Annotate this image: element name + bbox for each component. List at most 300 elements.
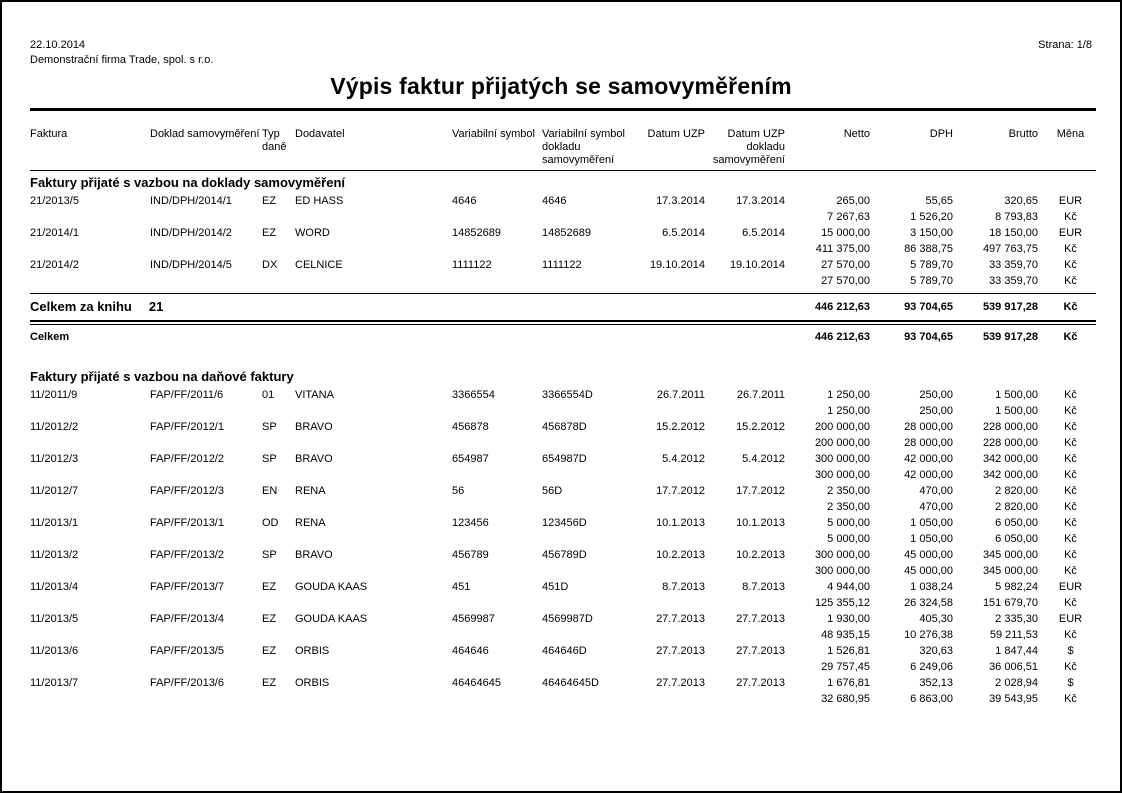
brutto-cell: 151 679,70 <box>982 597 1038 609</box>
datum-cell <box>632 435 712 451</box>
datum-cell <box>632 563 712 579</box>
datum-cell <box>632 691 712 707</box>
datum-cell <box>632 209 712 225</box>
vs-doklad-cell <box>542 659 632 675</box>
dph-cell: 26 324,58 <box>904 597 953 609</box>
faktura-cell: 11/2013/1 <box>30 517 79 529</box>
doklad-cell: FAP/FF/2012/2 <box>150 453 224 465</box>
datum-doklad-cell <box>712 273 792 289</box>
faktura-cell <box>30 659 150 675</box>
brutto-cell: 342 000,00 <box>982 469 1038 481</box>
dph-cell: 45 000,00 <box>904 549 953 561</box>
brutto-cell: 33 359,70 <box>989 275 1038 287</box>
typ-cell <box>262 241 295 257</box>
invoice-row <box>30 579 1096 595</box>
dph-cell: 320,63 <box>919 645 953 657</box>
vs-cell: 456789 <box>452 549 489 561</box>
netto-cell: 1 250,00 <box>827 405 870 417</box>
invoice-row-czk <box>30 273 1096 289</box>
invoice-row-czk <box>30 659 1096 675</box>
vs-cell <box>452 467 542 483</box>
datum-cell <box>632 273 712 289</box>
vs-cell <box>452 627 542 643</box>
datum-doklad-cell <box>712 659 792 675</box>
faktura-cell <box>30 627 150 643</box>
typ-cell: EZ <box>262 195 277 207</box>
datum-doklad-cell: 17.3.2014 <box>736 195 785 207</box>
col-header-datum-uzp: Datum UZP <box>632 111 712 171</box>
col-header-vs-dokladu: Variabilní symbol dokladu samovyměření <box>542 111 632 171</box>
mena-cell: Kč <box>1064 453 1077 465</box>
dodavatel-cell: WORD <box>295 227 330 239</box>
mena-grand-total-cell: Kč <box>1063 331 1078 343</box>
vs-doklad-cell <box>542 691 632 707</box>
doklad-cell <box>150 241 262 257</box>
dodavatel-cell: RENA <box>295 485 326 497</box>
mena-cell: Kč <box>1064 597 1077 609</box>
netto-cell: 27 570,00 <box>821 275 870 287</box>
vs-cell <box>452 241 542 257</box>
vs-doklad-cell: 46464645D <box>542 677 599 689</box>
vs-cell: 456878 <box>452 421 489 433</box>
invoice-row-czk <box>30 499 1096 515</box>
dph-cell: 3 150,00 <box>910 227 953 239</box>
netto-cell: 2 350,00 <box>827 501 870 513</box>
dph-cell: 5 789,70 <box>910 259 953 271</box>
faktura-cell <box>30 499 150 515</box>
typ-cell: SP <box>262 421 277 433</box>
doklad-cell: IND/DPH/2014/5 <box>150 259 232 271</box>
vs-cell <box>452 273 542 289</box>
col-header-vs: Variabilní symbol <box>452 111 542 171</box>
vs-cell <box>452 531 542 547</box>
netto-cell: 27 570,00 <box>821 259 870 271</box>
mena-cell: Kč <box>1064 389 1077 401</box>
mena-cell: EUR <box>1058 227 1083 239</box>
typ-cell <box>262 563 295 579</box>
typ-cell: EN <box>262 485 278 497</box>
section-heading-row <box>30 171 1096 194</box>
typ-cell: EZ <box>262 227 277 239</box>
netto-cell: 300 000,00 <box>814 469 870 481</box>
typ-cell: EZ <box>262 677 277 689</box>
doklad-cell <box>150 531 262 547</box>
faktura-cell: 21/2014/2 <box>30 259 79 271</box>
dodavatel-cell <box>295 595 452 611</box>
faktura-cell: 11/2013/7 <box>30 677 79 689</box>
report-title: Výpis faktur přijatých se samovyměřením <box>330 73 792 99</box>
dodavatel-cell <box>295 499 452 515</box>
brutto-cell: 8 793,83 <box>995 211 1038 223</box>
datum-cell: 26.7.2011 <box>656 389 705 401</box>
datum-doklad-cell: 10.2.2013 <box>736 549 785 561</box>
datum-doklad-cell <box>712 691 792 707</box>
typ-cell <box>262 691 295 707</box>
faktura-cell <box>30 241 150 257</box>
dph-cell: 1 526,20 <box>910 211 953 223</box>
dph-cell: 1 038,24 <box>910 581 953 593</box>
invoice-row <box>30 643 1096 659</box>
col-header-typ-dane: Typ daně <box>262 111 295 171</box>
dph-cell: 250,00 <box>919 405 953 417</box>
vs-doklad-cell: 123456D <box>542 517 587 529</box>
dph-cell: 470,00 <box>919 485 953 497</box>
dodavatel-cell <box>295 435 452 451</box>
dodavatel-cell: ORBIS <box>295 677 330 689</box>
page-number: Strana: 1/8 <box>1038 39 1092 51</box>
dph-cell: 10 276,38 <box>904 629 953 641</box>
vs-cell: 4646 <box>452 195 477 207</box>
book-total-row <box>30 293 1096 320</box>
netto-cell: 5 000,00 <box>827 533 870 545</box>
invoice-row <box>30 675 1096 691</box>
typ-cell <box>262 659 295 675</box>
doklad-cell <box>150 563 262 579</box>
datum-cell: 5.4.2012 <box>662 453 705 465</box>
netto-cell: 300 000,00 <box>814 565 870 577</box>
col-header-doklad: Doklad samovyměření <box>150 111 262 171</box>
mena-cell: $ <box>1067 677 1074 689</box>
dph-cell: 352,13 <box>919 677 953 689</box>
doklad-cell: FAP/FF/2011/6 <box>150 389 224 401</box>
faktura-cell: 11/2012/3 <box>30 453 79 465</box>
mena-cell: Kč <box>1064 693 1077 705</box>
brutto-cell: 2 335,30 <box>995 613 1038 625</box>
faktura-cell: 21/2014/1 <box>30 227 79 239</box>
dodavatel-cell <box>295 403 452 419</box>
dodavatel-cell: GOUDA KAAS <box>295 613 368 625</box>
datum-doklad-cell: 10.1.2013 <box>736 517 785 529</box>
datum-cell: 17.3.2014 <box>656 195 705 207</box>
doklad-cell: IND/DPH/2014/1 <box>150 195 232 207</box>
typ-cell <box>262 273 295 289</box>
datum-doklad-cell <box>712 435 792 451</box>
faktura-cell <box>30 563 150 579</box>
brutto-cell: 5 982,24 <box>995 581 1038 593</box>
netto-cell: 7 267,63 <box>827 211 870 223</box>
vs-cell: 46464645 <box>452 677 501 689</box>
vs-doklad-cell <box>542 595 632 611</box>
dodavatel-cell: RENA <box>295 517 326 529</box>
doklad-cell: FAP/FF/2013/1 <box>150 517 224 529</box>
vs-doklad-cell <box>542 435 632 451</box>
datum-cell: 15.2.2012 <box>656 421 705 433</box>
vs-doklad-cell: 1111122 <box>542 259 582 271</box>
typ-cell <box>262 467 295 483</box>
vs-doklad-cell: 456878D <box>542 421 587 433</box>
datum-cell <box>632 659 712 675</box>
datum-cell: 10.1.2013 <box>656 517 705 529</box>
dph-cell: 5 789,70 <box>910 275 953 287</box>
netto-cell: 29 757,45 <box>821 661 870 673</box>
col-header-dph: DPH <box>877 111 960 171</box>
typ-cell: SP <box>262 549 277 561</box>
datum-cell <box>632 499 712 515</box>
report-date: 22.10.2014 <box>30 39 86 51</box>
vs-cell: 123456 <box>452 517 489 529</box>
typ-cell: EZ <box>262 581 277 593</box>
vs-doklad-cell: 456789D <box>542 549 587 561</box>
dph-cell: 405,30 <box>919 613 953 625</box>
doklad-cell <box>150 627 262 643</box>
vs-cell: 14852689 <box>452 227 501 239</box>
col-header-netto: Netto <box>792 111 877 171</box>
datum-cell: 8.7.2013 <box>662 581 705 593</box>
brutto-cell: 36 006,51 <box>989 661 1038 673</box>
invoice-row <box>30 515 1096 531</box>
invoice-row <box>30 225 1096 241</box>
mena-book-total-cell: Kč <box>1045 293 1096 320</box>
section-heading-row <box>30 348 1096 387</box>
invoice-row-czk <box>30 563 1096 579</box>
netto-grand-total-cell: 446 212,63 <box>814 331 870 343</box>
faktura-cell <box>30 209 150 225</box>
table-body <box>30 171 1096 708</box>
datum-cell: 19.10.2014 <box>649 259 705 271</box>
dodavatel-cell <box>295 627 452 643</box>
typ-cell: EZ <box>262 613 277 625</box>
mena-cell: EUR <box>1058 581 1083 593</box>
invoice-row-czk <box>30 595 1096 611</box>
invoice-row <box>30 419 1096 435</box>
mena-cell: Kč <box>1064 275 1077 287</box>
dodavatel-cell: ORBIS <box>295 645 330 657</box>
mena-cell: Kč <box>1064 243 1077 255</box>
book-total-text: Celkem za knihu <box>30 299 132 315</box>
invoice-row-czk <box>30 435 1096 451</box>
company-name: Demonstrační firma Trade, spol. s r.o. <box>30 54 214 66</box>
doklad-cell: FAP/FF/2013/2 <box>150 549 224 561</box>
mena-cell: Kč <box>1064 517 1077 529</box>
typ-cell <box>262 531 295 547</box>
netto-cell: 1 250,00 <box>827 389 870 401</box>
invoice-row <box>30 483 1096 499</box>
mena-cell: Kč <box>1064 629 1077 641</box>
doklad-cell <box>150 595 262 611</box>
mena-cell: Kč <box>1064 533 1077 545</box>
vs-doklad-cell <box>542 241 632 257</box>
netto-cell: 4 944,00 <box>827 581 870 593</box>
brutto-cell: 228 000,00 <box>982 437 1038 449</box>
dodavatel-cell: ED HASS <box>295 195 344 207</box>
vs-doklad-cell: 451D <box>542 581 569 593</box>
dodavatel-cell: GOUDA KAAS <box>295 581 368 593</box>
faktura-cell: 11/2013/2 <box>30 549 79 561</box>
netto-cell: 300 000,00 <box>814 453 870 465</box>
dph-cell: 86 388,75 <box>904 243 953 255</box>
datum-doklad-cell: 19.10.2014 <box>729 259 785 271</box>
dph-cell: 250,00 <box>919 389 953 401</box>
section-heading-label: Faktury přijaté s vazbou na daňové faktury <box>30 369 294 384</box>
doklad-cell <box>150 209 262 225</box>
netto-cell: 200 000,00 <box>814 421 870 433</box>
netto-cell: 200 000,00 <box>814 437 870 449</box>
vs-cell: 451 <box>452 581 471 593</box>
doklad-cell <box>150 273 262 289</box>
dph-cell: 28 000,00 <box>904 437 953 449</box>
col-header-dodavatel: Dodavatel <box>295 111 452 171</box>
vs-cell <box>452 659 542 675</box>
netto-cell: 32 680,95 <box>821 693 870 705</box>
vs-cell: 1111122 <box>452 259 492 271</box>
datum-cell: 17.7.2012 <box>656 485 705 497</box>
netto-cell: 2 350,00 <box>827 485 870 497</box>
table-header <box>30 111 1096 171</box>
vs-doklad-cell: 654987D <box>542 453 587 465</box>
vs-cell <box>452 499 542 515</box>
brutto-cell: 497 763,75 <box>982 243 1038 255</box>
netto-cell: 48 935,15 <box>821 629 870 641</box>
brutto-cell: 342 000,00 <box>982 453 1038 465</box>
vs-cell <box>452 595 542 611</box>
dph-book-total-cell: 93 704,65 <box>877 293 960 320</box>
brutto-cell: 345 000,00 <box>982 565 1038 577</box>
mena-cell: Kč <box>1064 501 1077 513</box>
datum-doklad-cell: 6.5.2014 <box>742 227 785 239</box>
dodavatel-cell: BRAVO <box>295 421 333 433</box>
doklad-cell <box>150 435 262 451</box>
mena-cell: Kč <box>1064 565 1077 577</box>
section-heading-label: Faktury přijaté s vazbou na doklady samovyměření <box>30 175 346 190</box>
invoice-row <box>30 611 1096 627</box>
doklad-cell: FAP/FF/2012/1 <box>150 421 224 433</box>
grand-total-label: Celkem <box>30 331 70 343</box>
vs-cell <box>452 563 542 579</box>
invoice-row-czk <box>30 403 1096 419</box>
vs-doklad-cell <box>542 403 632 419</box>
datum-doklad-cell <box>712 467 792 483</box>
netto-cell: 300 000,00 <box>814 549 870 561</box>
typ-cell: 01 <box>262 389 275 401</box>
mena-cell: $ <box>1067 645 1074 657</box>
datum-doklad-cell <box>712 627 792 643</box>
doklad-cell <box>150 499 262 515</box>
brutto-cell: 345 000,00 <box>982 549 1038 561</box>
faktura-cell <box>30 467 150 483</box>
brutto-cell: 1 500,00 <box>995 405 1038 417</box>
faktura-cell <box>30 595 150 611</box>
doklad-cell <box>150 691 262 707</box>
invoice-row <box>30 387 1096 403</box>
datum-doklad-cell: 8.7.2013 <box>742 581 785 593</box>
book-total-label <box>30 293 792 320</box>
datum-doklad-cell: 5.4.2012 <box>742 453 785 465</box>
netto-cell: 5 000,00 <box>827 517 870 529</box>
typ-cell <box>262 499 295 515</box>
vs-doklad-cell <box>542 531 632 547</box>
datum-cell <box>632 627 712 643</box>
page-header <box>30 38 1092 68</box>
faktura-cell: 11/2012/7 <box>30 485 79 497</box>
netto-cell: 411 375,00 <box>815 243 870 255</box>
faktura-cell: 11/2013/6 <box>30 645 79 657</box>
datum-doklad-cell <box>712 563 792 579</box>
dodavatel-cell: BRAVO <box>295 549 333 561</box>
doklad-cell <box>150 467 262 483</box>
brutto-cell: 39 543,95 <box>989 693 1038 705</box>
vs-cell <box>452 691 542 707</box>
vs-cell: 4569987 <box>452 613 495 625</box>
typ-cell: EZ <box>262 645 277 657</box>
datum-doklad-cell <box>712 241 792 257</box>
datum-cell <box>632 467 712 483</box>
dodavatel-cell <box>295 563 452 579</box>
dph-cell: 28 000,00 <box>904 421 953 433</box>
header-left <box>30 38 213 68</box>
col-header-mena: Měna <box>1045 111 1096 171</box>
vs-doklad-cell <box>542 209 632 225</box>
dodavatel-cell: VITANA <box>295 389 334 401</box>
faktura-cell: 11/2011/9 <box>30 389 78 401</box>
datum-cell: 27.7.2013 <box>656 613 705 625</box>
doklad-cell: FAP/FF/2013/4 <box>150 613 224 625</box>
datum-doklad-cell: 17.7.2012 <box>736 485 785 497</box>
brutto-cell: 2 820,00 <box>995 501 1038 513</box>
col-header-brutto: Brutto <box>960 111 1045 171</box>
datum-doklad-cell <box>712 499 792 515</box>
vs-doklad-cell <box>542 499 632 515</box>
netto-book-total-cell: 446 212,63 <box>792 293 877 320</box>
vs-doklad-cell: 56D <box>542 485 563 497</box>
mena-cell: EUR <box>1058 195 1083 207</box>
datum-cell: 6.5.2014 <box>662 227 705 239</box>
brutto-cell: 2 028,94 <box>995 677 1038 689</box>
brutto-cell: 33 359,70 <box>989 259 1038 271</box>
datum-doklad-cell <box>712 531 792 547</box>
brutto-cell: 6 050,00 <box>995 533 1038 545</box>
datum-doklad-cell: 27.7.2013 <box>736 645 785 657</box>
dodavatel-cell: CELNICE <box>295 259 343 271</box>
mena-cell: Kč <box>1064 661 1077 673</box>
vs-doklad-cell <box>542 273 632 289</box>
vs-cell <box>452 435 542 451</box>
invoice-row-czk <box>30 467 1096 483</box>
vs-doklad-cell: 14852689 <box>542 227 591 239</box>
invoice-row-czk <box>30 627 1096 643</box>
faktura-cell <box>30 273 150 289</box>
dph-cell: 6 249,06 <box>910 661 953 673</box>
netto-cell: 15 000,00 <box>821 227 870 239</box>
brutto-grand-total-cell: 539 917,28 <box>982 331 1038 343</box>
netto-cell: 1 676,81 <box>827 677 870 689</box>
faktura-cell: 11/2012/2 <box>30 421 79 433</box>
typ-cell <box>262 435 295 451</box>
dodavatel-cell <box>295 209 452 225</box>
invoice-row <box>30 257 1096 273</box>
invoice-row <box>30 451 1096 467</box>
doklad-cell: IND/DPH/2014/2 <box>150 227 232 239</box>
brutto-cell: 320,65 <box>1004 195 1038 207</box>
mena-cell: Kč <box>1064 485 1077 497</box>
brutto-cell: 1 847,44 <box>995 645 1038 657</box>
datum-cell <box>632 531 712 547</box>
typ-cell: OD <box>262 517 279 529</box>
vs-doklad-cell <box>542 563 632 579</box>
invoice-row <box>30 193 1096 209</box>
brutto-cell: 59 211,53 <box>989 629 1038 641</box>
mena-cell: Kč <box>1064 405 1077 417</box>
invoice-row-czk <box>30 531 1096 547</box>
col-header-datum-uzp-dokladu: Datum UZP dokladu samovyměření <box>712 111 792 171</box>
brutto-cell: 2 820,00 <box>995 485 1038 497</box>
netto-cell: 1 930,00 <box>827 613 870 625</box>
invoice-table <box>30 111 1096 707</box>
faktura-cell: 21/2013/5 <box>30 195 79 207</box>
col-header-faktura: Faktura <box>30 111 150 171</box>
invoice-row-czk <box>30 209 1096 225</box>
datum-cell <box>632 241 712 257</box>
doklad-cell <box>150 659 262 675</box>
